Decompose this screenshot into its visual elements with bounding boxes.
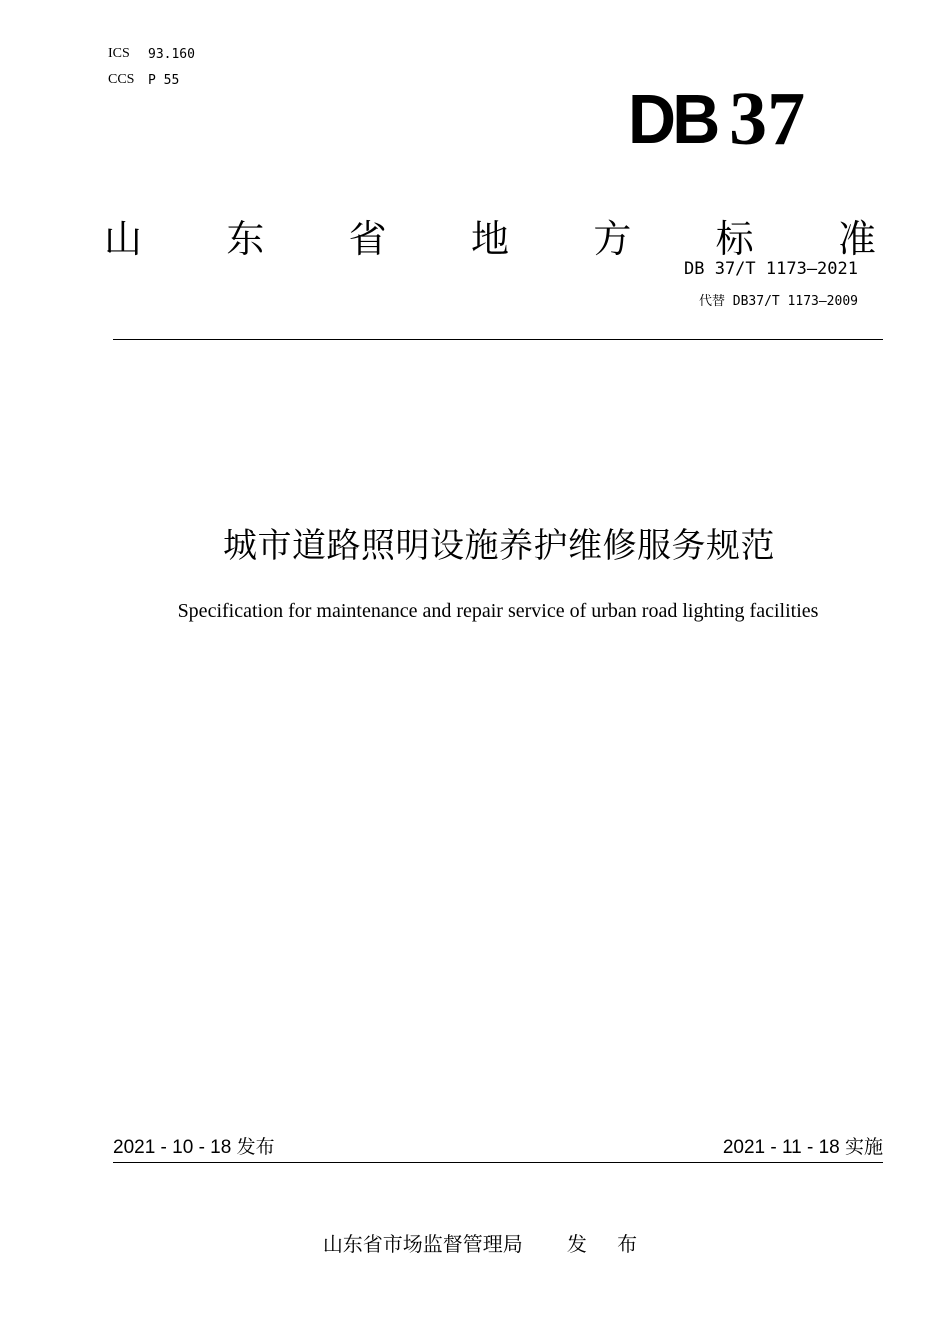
footer-divider: [113, 1162, 883, 1163]
ics-label: ICS: [108, 46, 130, 61]
issuer-name: 山东省市场监督管理局: [322, 1232, 523, 1256]
standard-type-char: 方: [593, 216, 632, 261]
ccs-row: [108, 69, 179, 91]
standard-type-char: 山: [104, 216, 143, 261]
document-title-chinese: 城市道路照明设施养护维修服务规范: [223, 526, 775, 566]
implementation-date: 2021 - 11 - 18 实施: [722, 1137, 883, 1158]
db37-logo: [628, 77, 806, 161]
standard-type-char: 省: [348, 216, 387, 261]
ics-value: 93.160: [148, 46, 195, 62]
release-date: 2021 - 10 - 18 发布: [113, 1137, 275, 1158]
ccs-value: P 55: [148, 72, 180, 88]
standard-type-char: 准: [837, 216, 876, 261]
ics-row: [108, 43, 195, 65]
logo-letters: DB: [628, 80, 717, 158]
issuer-line: [0, 1228, 950, 1257]
document-title-english: Specification for maintenance and repair service of urban road lighting facilities: [177, 600, 819, 622]
standard-code: DB 37/T 1173—2021: [684, 259, 858, 279]
header-divider: [113, 339, 883, 340]
ccs-label: CCS: [108, 72, 135, 87]
standard-type-char: 东: [226, 216, 265, 261]
standard-type-heading: [104, 210, 876, 260]
issuer-action: 发 布: [566, 1232, 650, 1256]
standard-type-char: 地: [470, 216, 509, 261]
replaces-standard: 代替 DB37/T 1173—2009: [698, 294, 858, 309]
logo-number: 37: [729, 77, 806, 161]
standard-type-char: 标: [715, 216, 754, 261]
